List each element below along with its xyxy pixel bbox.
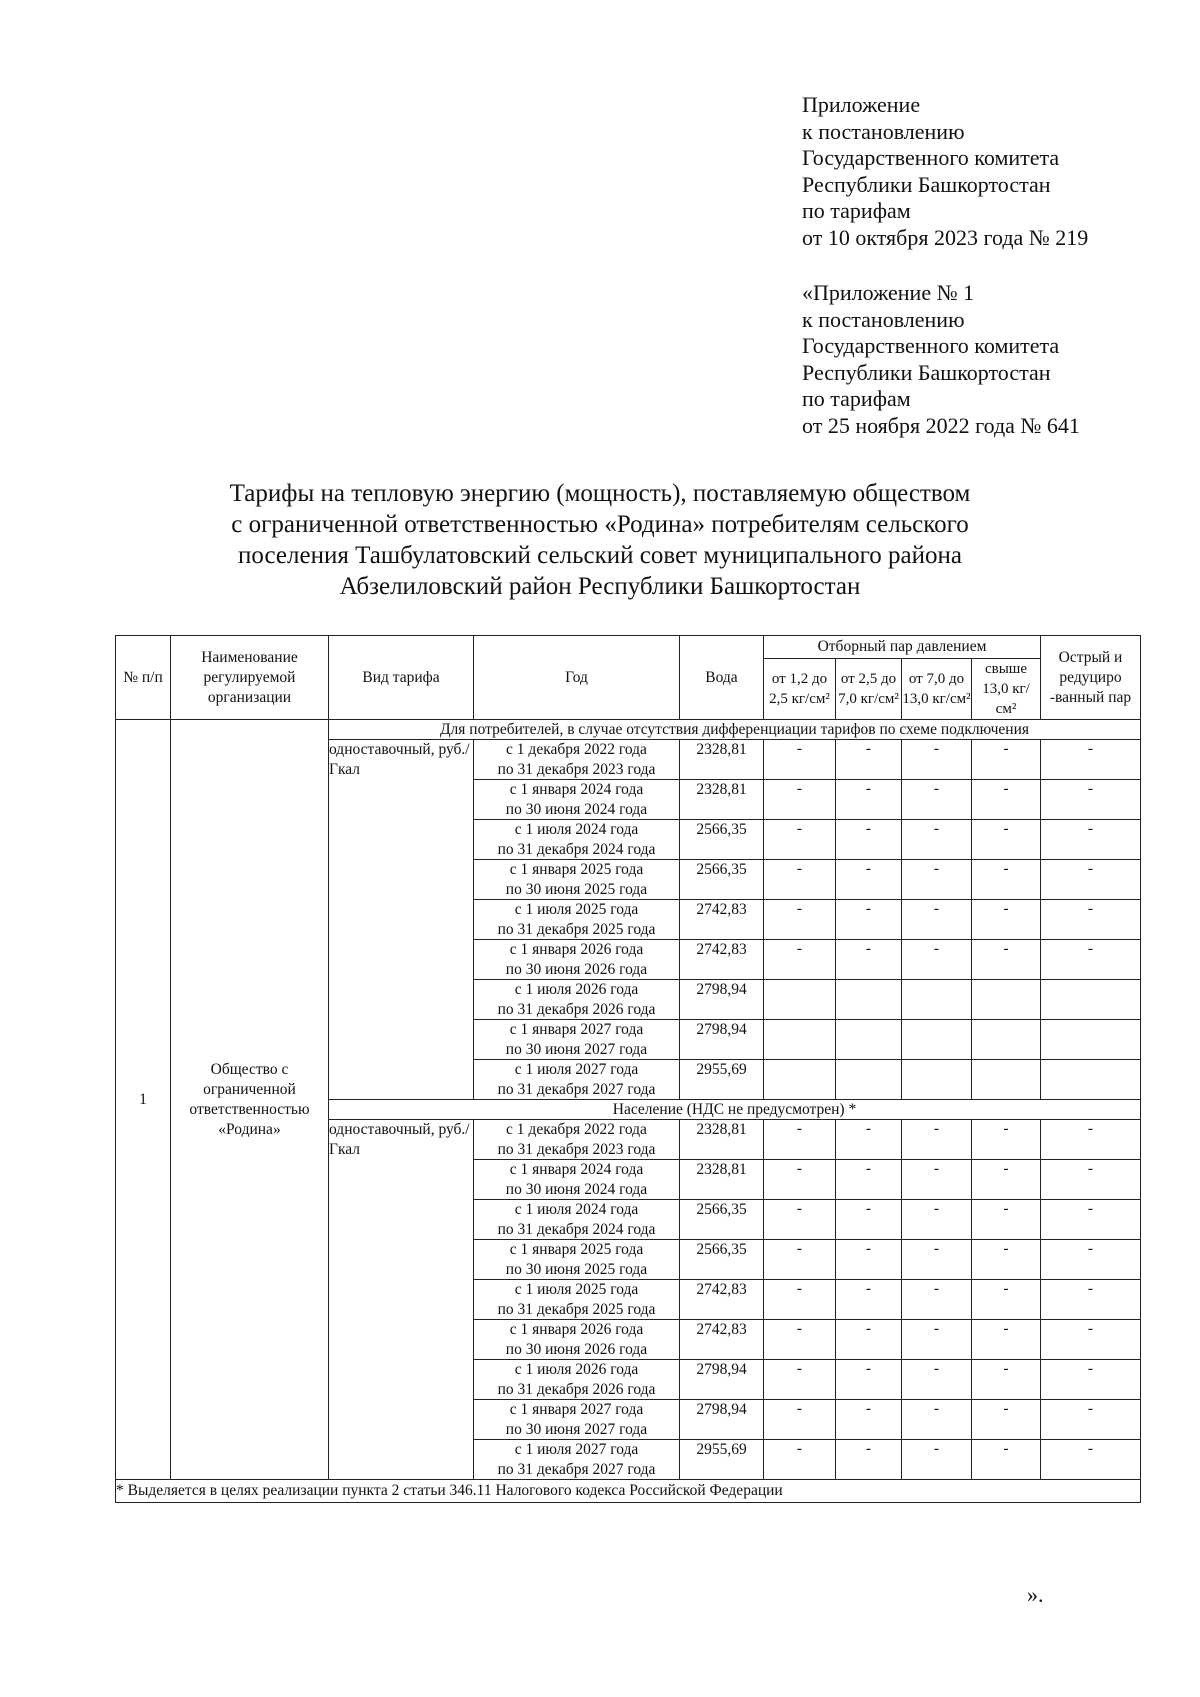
steam-value: - — [902, 1320, 972, 1360]
period-line: с 1 января 2024 года — [509, 1161, 644, 1178]
steam-value: - — [972, 900, 1041, 940]
steam-value: - — [836, 1360, 902, 1400]
steam-value: - — [836, 940, 902, 980]
water-value: 2742,83 — [680, 1320, 764, 1360]
steam-value: - — [764, 1200, 836, 1240]
water-value: 2328,81 — [680, 740, 764, 780]
water-value: 2328,81 — [680, 1160, 764, 1200]
steam-value: - — [836, 1320, 902, 1360]
header-steam-4: свыше 13,0 кг/см² — [972, 659, 1041, 720]
document-title — [0, 478, 1200, 602]
steam-value: - — [764, 1440, 836, 1480]
water-value: 2566,35 — [680, 820, 764, 860]
steam-value: - — [972, 740, 1041, 780]
steam-value — [972, 1060, 1041, 1100]
steam-value: - — [902, 740, 972, 780]
steam-value: - — [836, 780, 902, 820]
period-cell — [474, 1280, 680, 1320]
water-value: 2798,94 — [680, 980, 764, 1020]
header-year: Год — [474, 636, 680, 720]
header-sharp-steam: Острый и редуциро -ванный пар — [1041, 636, 1141, 720]
tariff-table — [115, 635, 1141, 1503]
header-org: Наименование регулируемой организации — [171, 636, 329, 720]
period-line: с 1 января 2025 года — [509, 1241, 644, 1258]
period-line: по 30 июня 2024 года — [505, 1180, 648, 1198]
annex-line: по тарифам — [802, 198, 911, 224]
steam-value: - — [902, 820, 972, 860]
title-line: с ограниченной ответственностью «Родина» потребителям сельского — [231, 511, 969, 538]
header-steam-group: Отборный пар давлением — [764, 636, 1041, 659]
tariff-table-body — [116, 720, 1141, 1503]
header-steam-2: от 2,5 до 7,0 кг/см² — [836, 659, 902, 720]
water-value: 2955,69 — [680, 1060, 764, 1100]
steam-value: - — [902, 1400, 972, 1440]
header-tariff-type: Вид тарифа — [329, 636, 474, 720]
water-value: 2742,83 — [680, 1280, 764, 1320]
steam-value: - — [902, 1240, 972, 1280]
period-cell — [474, 1120, 680, 1160]
water-value: 2328,81 — [680, 1120, 764, 1160]
period-line: по 31 декабря 2026 года — [497, 1000, 656, 1018]
steam-value: - — [972, 940, 1041, 980]
steam-value: - — [836, 900, 902, 940]
steam-value: - — [764, 860, 836, 900]
period-cell — [474, 980, 680, 1020]
steam-value: - — [972, 1400, 1041, 1440]
steam-value: - — [972, 1320, 1041, 1360]
annex-line: Государственного комитета — [802, 333, 1060, 359]
steam-value: - — [1041, 1360, 1141, 1400]
period-line: по 30 июня 2026 года — [505, 960, 648, 978]
header-water: Вода — [680, 636, 764, 720]
steam-value: - — [1041, 1120, 1141, 1160]
period-line: по 31 декабря 2026 года — [497, 1380, 656, 1398]
steam-value: - — [972, 1120, 1041, 1160]
steam-value: - — [1041, 1440, 1141, 1480]
steam-value: - — [902, 900, 972, 940]
steam-value: - — [764, 940, 836, 980]
period-line: с 1 июля 2024 года — [514, 1201, 639, 1218]
header-steam-3: от 7,0 до 13,0 кг/см² — [902, 659, 972, 720]
water-value: 2566,35 — [680, 1200, 764, 1240]
annex-line: Приложение — [802, 92, 921, 117]
steam-value — [972, 1020, 1041, 1060]
period-line: с 1 декабря 2022 года — [506, 1121, 647, 1138]
steam-value: - — [764, 740, 836, 780]
period-line: с 1 июля 2024 года — [514, 821, 639, 838]
annex-header-one — [802, 280, 1080, 440]
steam-value: - — [836, 1240, 902, 1280]
period-line: с 1 января 2027 года — [509, 1401, 644, 1418]
title-line: Тарифы на тепловую энергию (мощность), поставляемую обществом — [229, 480, 971, 507]
annex-line: Государственного комитета — [802, 145, 1060, 171]
steam-value — [836, 1060, 902, 1100]
period-line: с 1 января 2026 года — [509, 1321, 644, 1338]
steam-value: - — [972, 1360, 1041, 1400]
steam-value: - — [902, 1120, 972, 1160]
header-num: № п/п — [116, 636, 171, 720]
steam-value: - — [1041, 740, 1141, 780]
period-line: с 1 июля 2025 года — [514, 1281, 639, 1298]
period-line: по 31 декабря 2025 года — [497, 920, 656, 938]
steam-value: - — [1041, 1280, 1141, 1320]
period-line: с 1 июля 2027 года — [514, 1061, 639, 1078]
steam-value: - — [972, 820, 1041, 860]
steam-value: - — [764, 1360, 836, 1400]
period-line: по 31 декабря 2027 года — [497, 1460, 656, 1478]
steam-value — [902, 1020, 972, 1060]
steam-value: - — [972, 1200, 1041, 1240]
steam-value — [902, 980, 972, 1020]
steam-value: - — [972, 1160, 1041, 1200]
period-line: с 1 июля 2025 года — [514, 901, 639, 918]
steam-value: - — [902, 1280, 972, 1320]
steam-value: - — [836, 1400, 902, 1440]
organization-name: Общество с ограниченной ответственностью «Родина» — [171, 720, 329, 1480]
period-line: по 31 декабря 2027 года — [497, 1080, 656, 1098]
water-value: 2566,35 — [680, 860, 764, 900]
period-line: с 1 декабря 2022 года — [506, 741, 647, 758]
period-line: с 1 июля 2026 года — [514, 1361, 639, 1378]
period-cell — [474, 940, 680, 980]
period-line: с 1 июля 2026 года — [514, 981, 639, 998]
steam-value — [764, 1060, 836, 1100]
steam-value: - — [1041, 900, 1141, 940]
steam-value: - — [1041, 820, 1141, 860]
steam-value — [902, 1060, 972, 1100]
water-value: 2566,35 — [680, 1240, 764, 1280]
steam-value: - — [1041, 1400, 1141, 1440]
steam-value: - — [764, 1280, 836, 1320]
closing-quote-mark: ». — [1027, 1582, 1044, 1607]
steam-value: - — [902, 1200, 972, 1240]
steam-value — [836, 980, 902, 1020]
annex-header-main — [802, 92, 1088, 252]
steam-value: - — [972, 860, 1041, 900]
period-cell — [474, 1240, 680, 1280]
steam-value — [764, 980, 836, 1020]
period-line: с 1 января 2025 года — [509, 861, 644, 878]
steam-value — [836, 1020, 902, 1060]
steam-value: - — [764, 1240, 836, 1280]
period-line: с 1 июля 2027 года — [514, 1441, 639, 1458]
period-cell — [474, 860, 680, 900]
water-value: 2742,83 — [680, 900, 764, 940]
steam-value: - — [1041, 780, 1141, 820]
period-line: по 31 декабря 2023 года — [497, 1140, 656, 1158]
steam-value: - — [902, 1440, 972, 1480]
period-line: с 1 января 2024 года — [509, 781, 644, 798]
water-value: 2742,83 — [680, 940, 764, 980]
steam-value: - — [902, 1160, 972, 1200]
annex-line: к постановлению — [802, 118, 965, 144]
period-cell — [474, 900, 680, 940]
tariff-type: одноставочный, руб./Гкал — [329, 740, 474, 1100]
steam-value: - — [972, 1440, 1041, 1480]
period-line: по 31 декабря 2024 года — [497, 1220, 656, 1238]
section-row — [116, 720, 1141, 740]
steam-value: - — [972, 780, 1041, 820]
steam-value: - — [764, 900, 836, 940]
footnote-text: * Выделяется в целях реализации пункта 2 статьи 346.11 Налогового кодекса Российской Федерации — [116, 1480, 1141, 1503]
period-cell — [474, 1060, 680, 1100]
steam-value: - — [836, 1440, 902, 1480]
period-line: по 31 декабря 2025 года — [497, 1300, 656, 1318]
steam-value: - — [1041, 1320, 1141, 1360]
period-line: по 31 декабря 2023 года — [497, 760, 656, 778]
steam-value — [1041, 1020, 1141, 1060]
steam-value: - — [836, 820, 902, 860]
period-line: по 30 июня 2025 года — [505, 1260, 648, 1278]
steam-value: - — [836, 740, 902, 780]
period-cell — [474, 1400, 680, 1440]
annex-line: Республики Башкортостан — [802, 171, 1051, 197]
period-cell — [474, 1160, 680, 1200]
steam-value: - — [764, 1120, 836, 1160]
steam-value — [764, 1020, 836, 1060]
period-line: по 30 июня 2027 года — [505, 1040, 648, 1058]
steam-value: - — [902, 860, 972, 900]
steam-value: - — [902, 780, 972, 820]
period-cell — [474, 820, 680, 860]
period-line: с 1 января 2026 года — [509, 941, 644, 958]
steam-value: - — [764, 820, 836, 860]
steam-value: - — [764, 1400, 836, 1440]
annex-line: «Приложение № 1 — [802, 280, 975, 305]
steam-value: - — [836, 1200, 902, 1240]
steam-value: - — [836, 1120, 902, 1160]
water-value: 2798,94 — [680, 1020, 764, 1060]
steam-value — [972, 980, 1041, 1020]
period-cell — [474, 1200, 680, 1240]
steam-value: - — [836, 1280, 902, 1320]
period-line: по 31 декабря 2024 года — [497, 840, 656, 858]
steam-value — [1041, 980, 1141, 1020]
annex-line: Республики Башкортостан — [802, 359, 1051, 385]
annex-line: от 25 ноября 2022 года № 641 — [802, 412, 1080, 438]
water-value: 2798,94 — [680, 1400, 764, 1440]
water-value: 2955,69 — [680, 1440, 764, 1480]
period-cell — [474, 1360, 680, 1400]
footnote-row — [116, 1480, 1141, 1503]
period-cell — [474, 780, 680, 820]
water-value: 2328,81 — [680, 780, 764, 820]
tariff-type: одноставочный, руб./Гкал — [329, 1120, 474, 1480]
steam-value: - — [1041, 860, 1141, 900]
period-cell — [474, 740, 680, 780]
title-line: Абзелиловский район Республики Башкортостан — [339, 573, 861, 600]
section-label: Население (НДС не предусмотрен) * — [329, 1100, 1141, 1120]
period-line: по 30 июня 2027 года — [505, 1420, 648, 1438]
steam-value: - — [764, 1320, 836, 1360]
steam-value: - — [764, 1160, 836, 1200]
title-line: поселения Ташбулатовский сельский совет муниципального района — [238, 542, 962, 569]
period-line: по 30 июня 2026 года — [505, 1340, 648, 1358]
steam-value: - — [1041, 1240, 1141, 1280]
steam-value: - — [764, 780, 836, 820]
annex-line: по тарифам — [802, 386, 911, 412]
steam-value: - — [836, 1160, 902, 1200]
steam-value: - — [1041, 940, 1141, 980]
annex-line: к постановлению — [802, 306, 965, 332]
period-line: с 1 января 2027 года — [509, 1021, 644, 1038]
steam-value: - — [1041, 1200, 1141, 1240]
steam-value: - — [902, 1360, 972, 1400]
period-cell — [474, 1440, 680, 1480]
period-cell — [474, 1320, 680, 1360]
steam-value: - — [1041, 1160, 1141, 1200]
annex-line: от 10 октября 2023 года № 219 — [802, 224, 1089, 250]
steam-value: - — [902, 940, 972, 980]
period-line: по 30 июня 2024 года — [505, 800, 648, 818]
steam-value: - — [836, 860, 902, 900]
period-line: по 30 июня 2025 года — [505, 880, 648, 898]
steam-value: - — [972, 1280, 1041, 1320]
row-number: 1 — [116, 720, 171, 1480]
steam-value: - — [972, 1240, 1041, 1280]
header-steam-1: от 1,2 до 2,5 кг/см² — [764, 659, 836, 720]
steam-value — [1041, 1060, 1141, 1100]
water-value: 2798,94 — [680, 1360, 764, 1400]
period-cell — [474, 1020, 680, 1060]
section-label: Для потребителей, в случае отсутствия дифференциации тарифов по схеме подключения — [329, 720, 1141, 740]
